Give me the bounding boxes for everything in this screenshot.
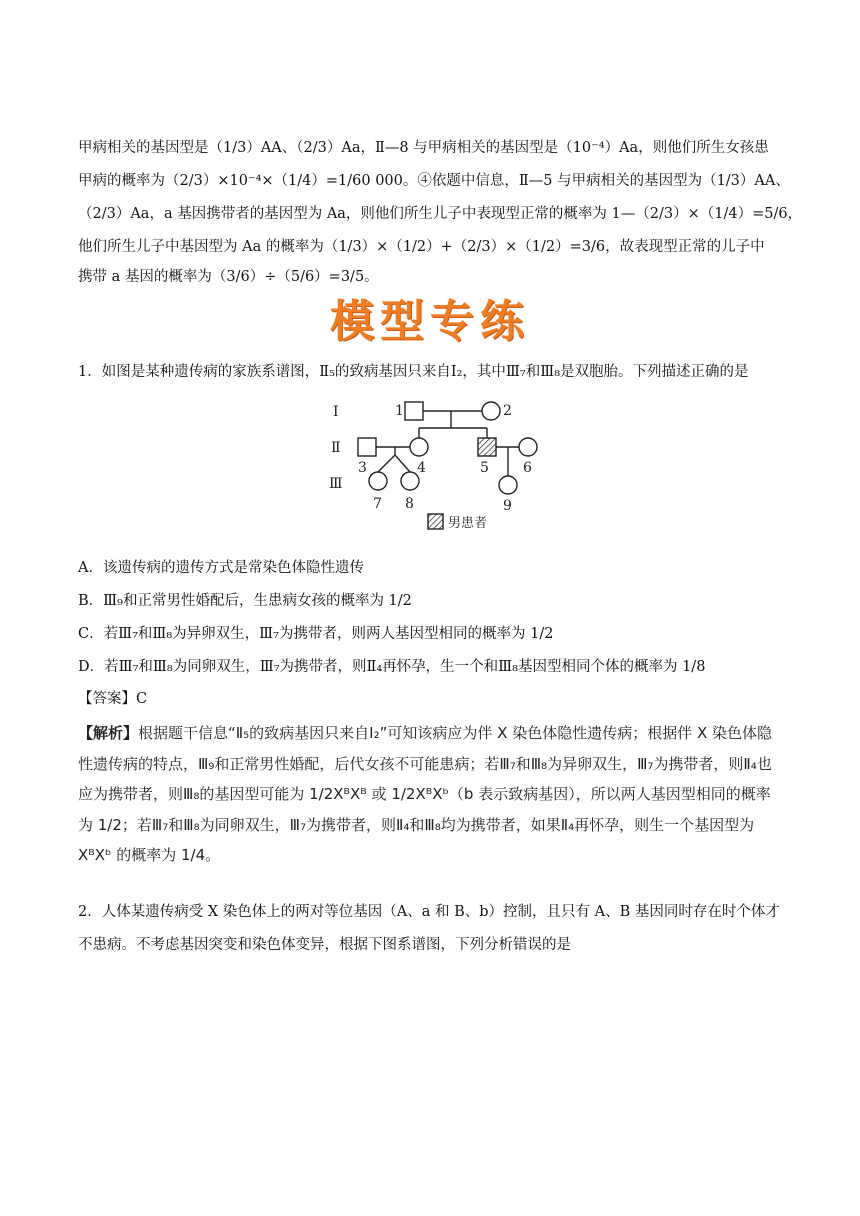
label-7: 7: [373, 496, 382, 512]
individual-5-affected-male: [478, 438, 496, 456]
label-9: 9: [503, 498, 512, 514]
analysis-heading: 【解析】: [78, 724, 139, 742]
individual-1-male: [405, 402, 423, 420]
pedigree-diagram: [0, 0, 860, 545]
label-6: 6: [523, 460, 532, 476]
gen-label-ii: Ⅱ: [331, 440, 341, 456]
individual-7-female: [369, 472, 387, 490]
label-2: 2: [503, 403, 512, 419]
individual-3-male: [358, 438, 376, 456]
label-1: 1: [395, 403, 404, 419]
q2-stem-line-2: 不患病。不考虑基因突变和染色体变异，根据下图系谱图，下列分析错误的是: [78, 937, 571, 953]
q1-answer: 【答案】C: [78, 691, 148, 707]
q1-option-b: B．Ⅲ₉和正常男性婚配后，生患病女孩的概率为 1/2: [78, 593, 412, 609]
q2-stem-line-1: 2．人体某遗传病受 X 染色体上的两对等位基因（A、a 和 B、b）控制，且只有 A、B 基因同时存在时个体才: [78, 904, 780, 920]
gen-label-iii: Ⅲ: [329, 476, 343, 492]
label-3: 3: [358, 460, 367, 476]
label-4: 4: [417, 460, 426, 476]
legend-affected-male-icon: [428, 514, 443, 529]
individual-2-female: [482, 402, 500, 420]
q1-option-c: C．若Ⅲ₇和Ⅲ₈为异卵双生，Ⅲ₇为携带者，则两人基因型相同的概率为 1/2: [78, 626, 554, 642]
label-8: 8: [405, 496, 414, 512]
label-5: 5: [480, 460, 489, 476]
q1-option-a: A．该遗传病的遗传方式是常染色体隐性遗传: [78, 560, 364, 576]
intro-line-5: 携带 a 基因的概率为（3/6）÷（5/6）=3/5。: [78, 269, 379, 285]
intro-line-4: 他们所生儿子中基因型为 Aa 的概率为（1/3）×（1/2）+（2/3）×（1/2）=3/6，故表现型正常的儿子中: [78, 239, 765, 255]
q1-stem: 1．如图是某种遗传病的家族系谱图，Ⅱ₅的致病基因只来自Ⅰ₂，其中Ⅲ₇和Ⅲ₈是双胞胎。下列描述正确的是: [78, 364, 749, 380]
twin-line-7: [378, 455, 395, 472]
legend-label: 男患者: [448, 516, 488, 531]
intro-line-3: （2/3）Aa，a 基因携带者的基因型为 Aa，则他们所生儿子中表现型正常的概率为 1—（2/3）×（1/4）=5/6，: [78, 206, 803, 222]
gen-label-i: Ⅰ: [333, 404, 339, 420]
q1-option-d: D．若Ⅲ₇和Ⅲ₈为同卵双生，Ⅲ₇为携带者，则Ⅱ₄再怀孕，生一个和Ⅲ₈基因型相同个体的概率为 1/8: [78, 659, 706, 675]
individual-6-female: [519, 438, 537, 456]
q1-analysis: [78, 718, 783, 871]
analysis-body: 根据题干信息“Ⅱ₅的致病基因只来自Ⅰ₂”可知该病应为伴 X 染色体隐性遗传病；根据伴 X 染色体隐性遗传病的特点，Ⅲ₉和正常男性婚配，后代女孩不可能患病；若Ⅲ₇和Ⅲ₈为异卵双生，Ⅲ₇为携带者，则Ⅱ₄也应为携带者，则Ⅲ₈的基因型可能为 1/2XᴮXᴮ 或 1/2XᴮXᵇ（b 表示致病基因），所以两人基因型相同的概率为 1/2；若Ⅲ₇和Ⅲ₈为同卵双生，Ⅲ₇为携带者，则Ⅱ₄和Ⅲ₈均为携带者，如果Ⅱ₄再怀孕，则生一个基因型为 XᴮXᵇ 的概率为 1/4。: [78, 724, 773, 864]
twin-line-8: [395, 455, 410, 472]
section-banner: 模型专练: [330, 296, 530, 347]
intro-line-1: 甲病相关的基因型是（1/3）AA、（2/3）Aa，Ⅱ—8 与甲病相关的基因型是（10⁻⁴）Aa，则他们所生女孩患: [78, 140, 769, 156]
intro-line-2: 甲病的概率为（2/3）×10⁻⁴×（1/4）=1/60 000。④依题中信息，Ⅱ—5 与甲病相关的基因型为（1/3）AA、: [78, 173, 790, 189]
individual-4-female: [410, 438, 428, 456]
individual-9-female: [499, 476, 517, 494]
